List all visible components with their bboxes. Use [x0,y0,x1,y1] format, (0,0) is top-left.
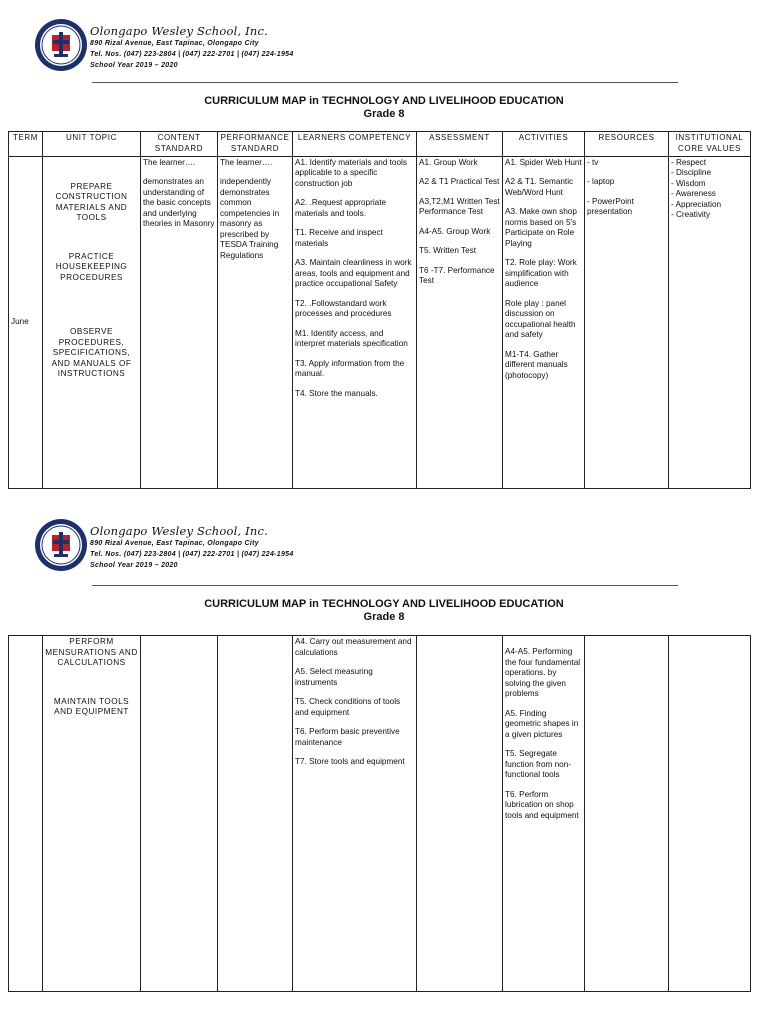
competency-item: T5. Check conditions of tools and equipment [295,697,401,717]
letterhead [34,14,694,86]
core-value-item: - Respect [671,157,707,167]
school-year: School Year 2019 – 2020 [90,562,178,569]
competency-cell [293,636,417,992]
column-header-performance-standard: PERFORMANCE STANDARD [218,132,293,157]
resources-cell [585,156,669,488]
activity-item: A3. Make own shop norms based on 5's Participate on Role Playing [505,207,577,248]
competency-item: T3. Apply information from the manual. [295,358,405,379]
curriculum-table-continued [8,635,751,992]
activity-item: T5. Segregate function from non-functional tools [505,749,571,779]
column-header-learners-competency: LEARNERS COMPETENCY [293,132,417,157]
competency-item: A5. Select measuring instruments [295,667,373,687]
column-header-unit-topic: UNIT TOPIC [43,132,141,157]
performance-standard-text: The learner…. [220,157,273,167]
core-value-item: - Awareness [671,189,716,199]
content-standard-cell [141,156,218,488]
activities-cell [503,156,585,488]
resource-item: - PowerPoint presentation [587,196,634,217]
activities-cell [503,636,585,992]
school-telephone: Tel. Nos. (047) 223-2804 | (047) 222-2701 | (047) 224-1954 [90,551,294,558]
unit-topic: PERFORM MENSURATIONS AND CALCULATIONS [45,637,138,667]
core-values-cell [669,156,751,488]
column-header-assessment: ASSESSMENT [417,132,503,157]
document-subtitle: Grade 8 [363,108,405,120]
activity-item: T6. Perform lubrication on shop tools and equipment [505,789,579,820]
column-header-core-values: INSTITUTIONAL CORE VALUES [669,132,751,157]
assessment-cell [417,636,503,992]
activity-item: A4-A5. Performing the four fundamental operations. by solving the given problems [505,647,581,698]
unit-topic-cell [43,636,141,992]
assessment-item: T6 -T7. Performance Test [419,265,495,286]
performance-standard-cell [218,636,293,992]
competency-cell [293,156,417,488]
performance-standard-cell [218,156,293,488]
term-cell [9,636,43,992]
competency-item: A3. Maintain cleanliness in work areas, tools and equipment and practice occupational Safety [295,258,412,289]
school-seal-icon [34,18,88,72]
content-standard-cell [141,636,218,992]
school-telephone: Tel. Nos. (047) 223-2804 | (047) 222-2701 | (047) 224-1954 [90,51,294,58]
resources-cell [585,636,669,992]
resource-item: - laptop [587,177,615,187]
header-divider [92,585,678,586]
school-address: 890 Rizal Avenue, East Tapinac, Olongapo City [90,540,259,547]
document-subtitle: Grade 8 [363,611,405,623]
assessment-item: A4-A5. Group Work [419,226,491,236]
letterhead [34,514,694,586]
assessment-item: A3,T2,M1 Written Test Performance Test [419,196,500,217]
competency-item: T7. Store tools and equipment [295,757,405,766]
core-value-item: - Creativity [671,210,711,220]
page-1 [0,0,768,500]
assessment-item: T5. Written Test [419,246,477,256]
activity-item: Role play : panel discussion on occupational health and safety [505,298,576,340]
school-seal-icon [34,518,88,572]
unit-topic: PREPARE CONSTRUCTION MATERIALS AND TOOLS [55,181,128,223]
activity-item: T2. Role play: Work simplification with audience [505,258,577,289]
core-value-item: - Wisdom [671,178,706,188]
school-address: 890 Rizal Avenue, East Tapinac, Olongapo City [90,40,259,47]
unit-topic: OBSERVE PROCEDURES, SPECIFICATIONS, AND MANUALS OF INSTRUCTIONS [51,327,132,379]
activity-item: A2 & T1. Semantic Web/Word Hunt [505,177,574,197]
table-header-row [9,132,751,157]
table-row [9,156,751,488]
performance-standard-text: independently demonstrates common competencies in masonry as prescribed by TESDA Training Regulations [220,177,280,260]
document-title: CURRICULUM MAP in TECHNOLOGY AND LIVELIHOOD EDUCATION [204,95,564,107]
table-row [9,636,751,992]
column-header-activities: ACTIVITIES [503,132,585,157]
competency-item: T4. Store the manuals. [295,388,378,398]
competency-item: M1. Identify access, and interpret materials specification [295,328,408,349]
core-value-item: - Discipline [671,168,712,178]
curriculum-table [8,131,751,489]
competency-item: A4. Carry out measurement and calculations [295,637,412,657]
document-title: CURRICULUM MAP in TECHNOLOGY AND LIVELIHOOD EDUCATION [204,598,564,610]
activity-item: M1-T4. Gather different manuals (photocopy) [505,349,568,380]
competency-item: T1. Receive and inspect materials [295,228,383,248]
header-divider [92,82,678,83]
assessment-item: A2 & T1 Practical Test [419,177,500,187]
core-value-item: - Appreciation [671,199,722,209]
school-name: Olongapo Wesley School, Inc. [90,24,269,38]
school-name: Olongapo Wesley School, Inc. [90,524,269,538]
unit-topic-cell [43,156,141,488]
competency-item: A2. .Request appropriate materials and tools. [295,198,387,218]
column-header-resources: RESOURCES [585,132,669,157]
page-2 [0,500,768,1024]
column-header-content-standard: CONTENT STANDARD [141,132,218,157]
competency-item: A1. Identify materials and tools applicable to a specific construction job [295,157,407,188]
activity-item: A5. Finding geometric shapes in a given pictures [505,708,579,739]
assessment-cell [417,156,503,488]
unit-topic: MAINTAIN TOOLS AND EQUIPMENT [53,696,130,716]
assessment-item: A1. Group Work [419,157,478,167]
term-cell: June [9,156,43,488]
competency-item: T6. Perform basic preventive maintenance [295,727,400,747]
unit-topic: PRACTICE HOUSEKEEPING PROCEDURES [55,251,128,282]
content-standard-text: demonstrates an understanding of the basic concepts and underlying theories in Masonry [143,177,215,229]
column-header-term: TERM [9,132,43,157]
school-year: School Year 2019 – 2020 [90,62,178,69]
resource-item: - tv [587,157,599,167]
core-values-cell [669,636,751,992]
activity-item: A1. Spider Web Hunt [505,157,582,167]
content-standard-text: The learner…. [143,157,196,167]
competency-item: T2. .Followstandard work processes and procedures [295,298,392,319]
